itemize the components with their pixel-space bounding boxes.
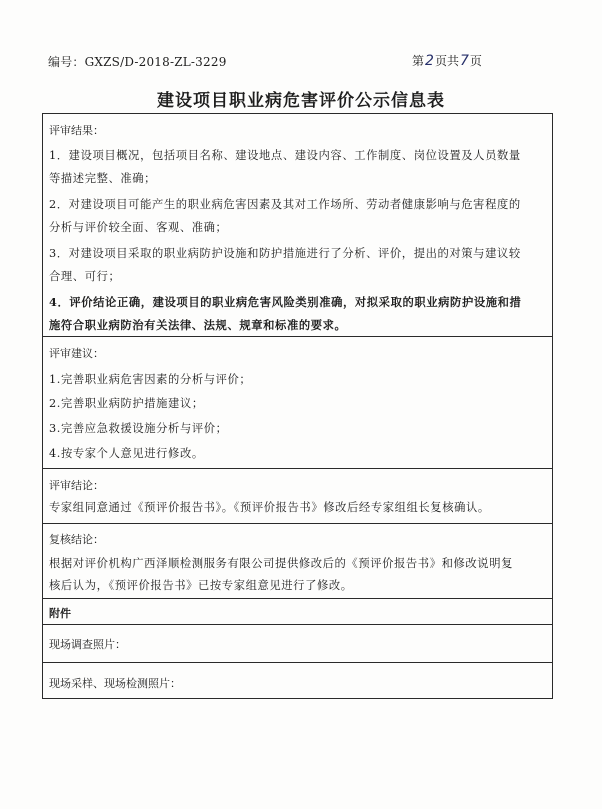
review-results-line: 等描述完整、准确； [49,172,157,185]
review-results-line: 4．评价结论正确，建设项目的职业病危害风险类别准确，对拟采取的职业病防护设施和措 [49,295,522,309]
review-results-line: 2．对建设项目可能产生的职业病危害因素及其对工作场所、劳动者健康影响与危害程度的 [49,198,521,211]
page-suffix: 页 [469,54,482,68]
recheck-conclusion-heading: 复核结论： [49,533,104,546]
review-results-line: 1．建设项目概况，包括项目名称、建设地点、建设内容、工作制度、岗位设置及人员数量 [49,149,521,162]
page-count [412,52,482,69]
document-title: 建设项目职业病危害评价公示信息表 [157,91,445,111]
review-results-line: 分析与评价较全面、客观、准确； [49,221,228,234]
sampling-photos-section [43,663,552,700]
review-results-section [43,114,552,337]
page-middle: 页共 [434,54,459,68]
page-prefix: 第 [412,54,425,68]
recheck-conclusion-line: 根据对评价机构广西泽顺检测服务有限公司提供修改后的《预评价报告书》和修改说明复 [49,557,513,570]
review-conclusion-heading: 评审结论： [49,479,104,492]
site-photos-section [43,625,552,663]
review-results-heading: 评审结果： [49,124,104,137]
review-suggestions-line: 3.完善应急救援设施分析与评价； [49,422,228,435]
review-suggestions-line: 2.完善职业病防护措施建议； [49,397,204,410]
page-current-handwritten: 2 [425,53,434,69]
review-suggestions-line: 1.完善职业病危害因素的分析与评价； [49,373,252,386]
recheck-conclusion-section [43,524,552,599]
review-suggestions-line: 4.按专家个人意见进行修改。 [49,447,204,460]
review-conclusion-line: 专家组同意通过《预评价报告书》。《预评价报告书》修改后经专家组组长复核确认。 [49,501,490,514]
document-number: 编号：GXZS/D-2018-ZL-3229 [48,55,227,69]
info-table [42,113,553,699]
review-results-line: 3．对建设项目采取的职业病防护设施和防护措施进行了分析、评价，提出的对策与建议较 [49,247,521,260]
review-suggestions-heading: 评审建议： [49,347,104,360]
attachments-heading: 附件 [49,607,71,620]
review-conclusion-section [43,469,552,524]
review-suggestions-section [43,337,552,469]
recheck-conclusion-line: 核后认为，《预评价报告书》已按专家组意见进行了修改。 [49,579,353,592]
page-total-handwritten: 7 [459,53,469,69]
attachments-section [43,599,552,625]
review-results-line: 合理、可行； [49,270,121,283]
review-results-line: 施符合职业病防治有关法律、法规、规章和标准的要求。 [49,318,347,332]
sampling-photos-heading: 现场采样、现场检测照片： [49,677,181,690]
site-photos-heading: 现场调查照片： [49,638,126,651]
